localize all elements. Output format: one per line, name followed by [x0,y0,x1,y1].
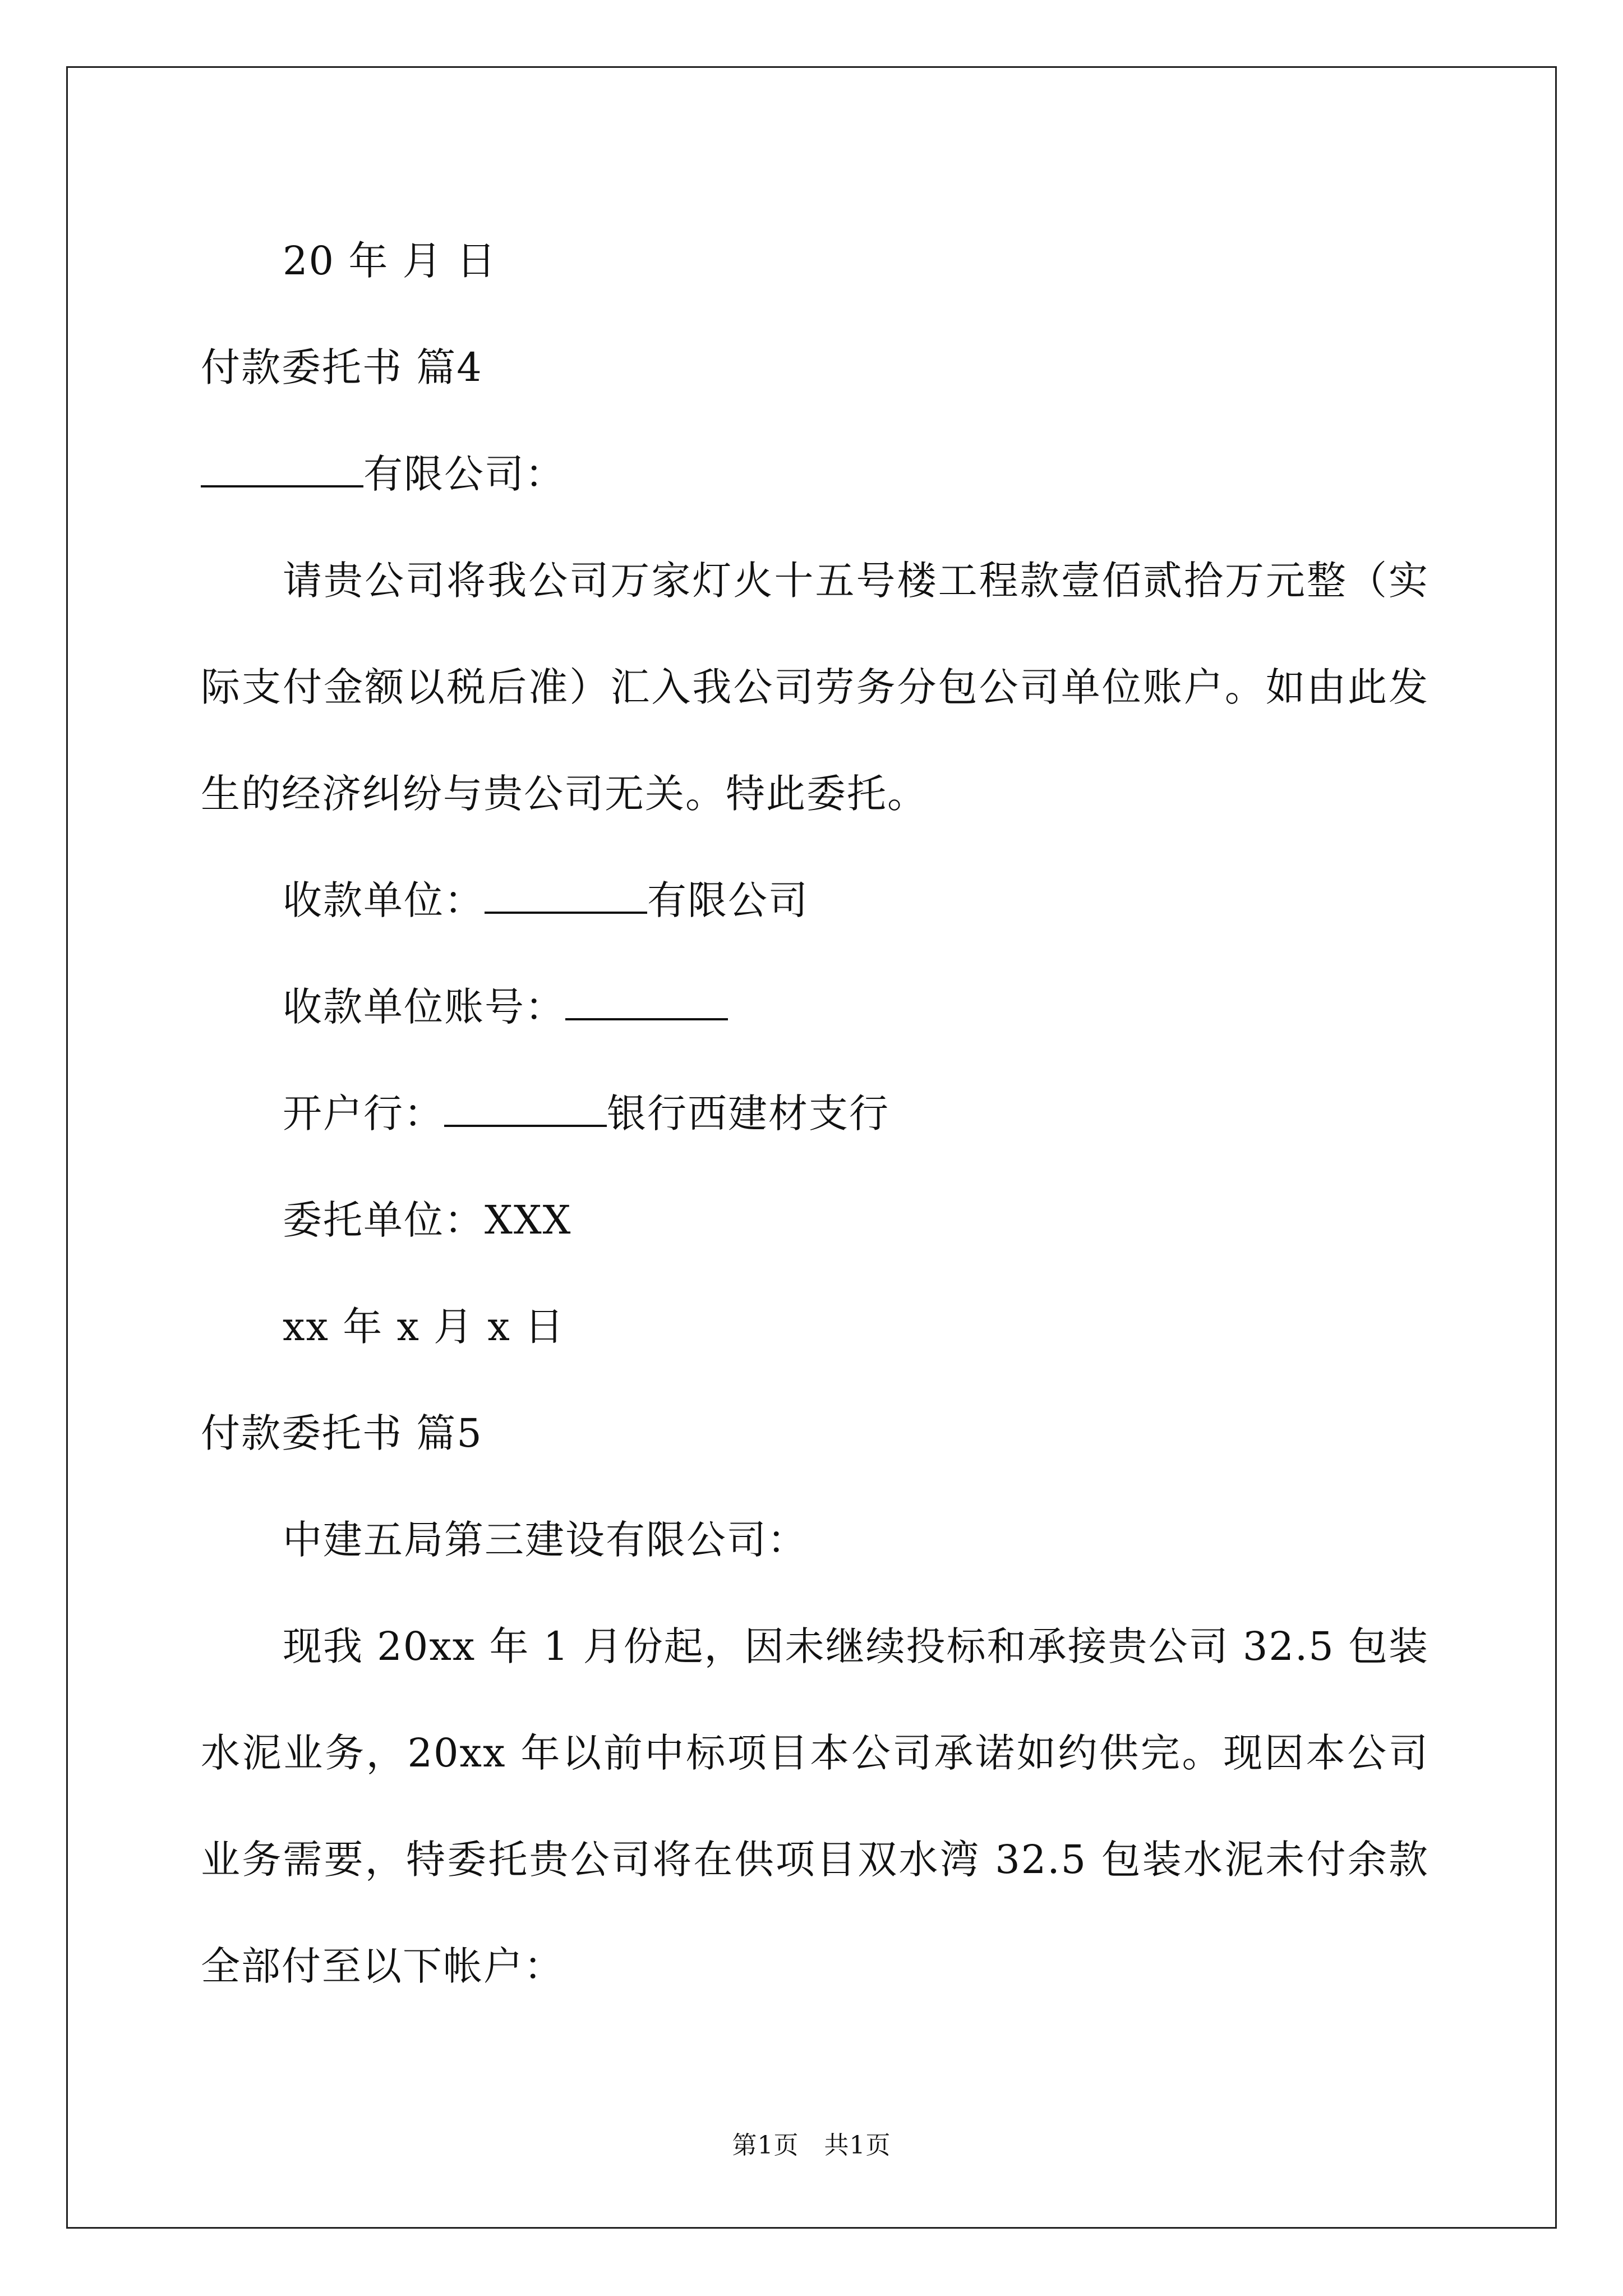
blank-field [201,453,363,487]
payee-label: 收款单位： [283,877,485,923]
bank-line [201,1060,1429,1167]
blank-field [565,986,728,1020]
addressee-line [201,421,1429,527]
account-label: 收款单位账号： [283,984,565,1030]
section5-addressee: 中建五局第三建设有限公司： [283,1517,808,1563]
payee-line [201,847,1429,954]
document-body [201,208,1429,2019]
account-line [201,954,1429,1060]
blank-field [485,879,647,914]
addressee-suffix: 有限公司： [363,451,565,497]
principal-line: 委托单位：XXX [283,1197,572,1243]
section4-body-paragraph: 请贵公司将我公司万家灯火十五号楼工程款壹佰贰拾万元整（实际支付金额以税后准）汇入我公司劳务分包公司单位账户。如由此发生的经济纠纷与贵公司无关。特此委托。 [201,558,1429,817]
signed-date-line: xx 年 x 月 x 日 [283,1304,565,1350]
section-heading-5: 付款委托书 篇5 [201,1410,483,1456]
bank-suffix: 银行西建材支行 [607,1091,889,1137]
payee-suffix: 有限公司 [647,877,809,923]
date-line: 20 年 月 日 [283,238,497,284]
section-heading-4: 付款委托书 篇4 [201,344,483,390]
page-footer: 第1页 共1页 [732,2131,891,2160]
bank-label: 开户行： [283,1091,444,1137]
section5-body-paragraph: 现我 20xx 年 1 月份起，因未继续投标和承接贵公司 32.5 包装水泥业务，20xx 年以前中标项目本公司承诺如约供完。现因本公司业务需要，特委托贵公司将在供项目双水湾 32.5 包装水泥未付余款全部付至以下帐户： [201,1623,1429,1989]
blank-field [444,1092,607,1127]
